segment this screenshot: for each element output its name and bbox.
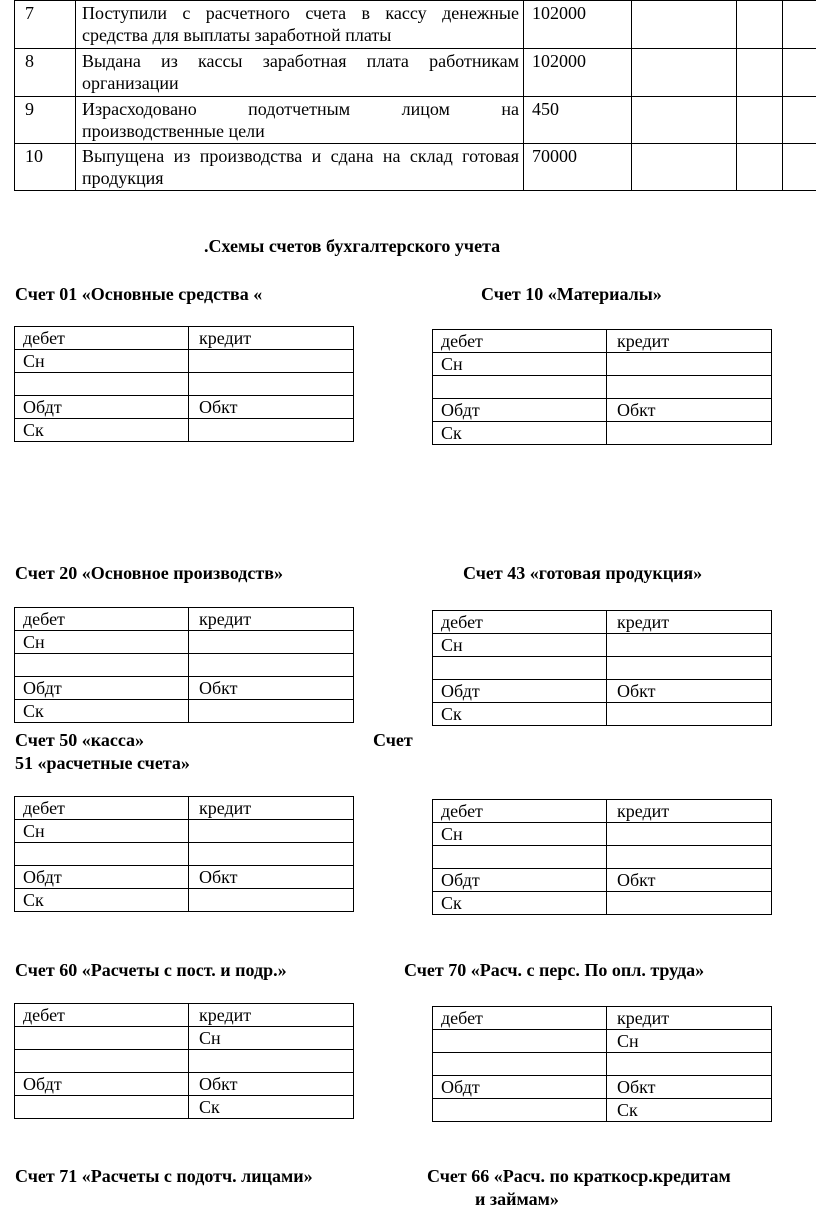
account-70-heading: Счет 70 «Расч. с перс. По опл. труда» [404,960,705,980]
empty-cell [737,1,783,49]
t-account-row [15,700,353,723]
section-title: .Схемы счетов бухгалтерского учета [204,236,501,256]
closing-balance-label: Ск [606,1099,771,1121]
credit-label: кредит [188,327,353,349]
table-row [15,1,816,49]
debit-label: дебет [23,1005,65,1025]
operation-amount: 102000 [524,49,632,97]
empty-cell [15,1050,188,1072]
t-account-row [15,350,353,373]
closing-balance-label: Ск [23,420,44,440]
t-account-row [433,657,771,680]
debit-label: дебет [23,609,65,629]
operation-description: Поступили с расчетного счета в кассу денежные средства для выплаты заработной платы [76,1,524,49]
operation-number: 7 [15,1,76,49]
empty-cell [606,846,771,868]
opening-balance-label: Сн [23,821,45,841]
t-account-70 [432,1006,772,1122]
debit-turnover-label: Обдт [23,1074,62,1094]
t-account-row [15,1096,353,1119]
credit-label: кредит [188,797,353,819]
empty-cell [188,700,353,722]
account-60-heading: Счет 60 «Расчеты с пост. и подр.» [15,960,287,980]
t-account-row [433,892,771,915]
t-account-row [15,1027,353,1050]
t-account-row [433,376,771,399]
empty-cell [188,889,353,911]
credit-label: кредит [606,611,771,633]
empty-cell [15,373,188,395]
t-account-row [15,631,353,654]
credit-turnover-label: Обкт [188,677,353,699]
t-account-row [433,353,771,376]
debit-turnover-label: Обдт [441,400,480,420]
operation-amount: 450 [524,97,632,144]
opening-balance-label: Сн [441,354,463,374]
account-51-heading-part1: Счет [373,730,413,750]
opening-balance-label: Сн [23,351,45,371]
t-account-row [433,1007,771,1030]
credit-turnover-label: Обкт [188,1073,353,1095]
empty-cell [188,631,353,653]
operation-description: Израсходовано подотчетным лицом на производственные цели [76,97,524,144]
table-row [15,144,816,191]
t-account-row [15,889,353,912]
debit-label: дебет [441,1008,483,1028]
t-account-row [15,608,353,631]
t-account-row [15,843,353,866]
debit-label: дебет [441,331,483,351]
credit-label: кредит [606,1007,771,1029]
credit-label: кредит [188,1004,353,1026]
t-account-row [433,422,771,445]
t-account-43 [432,610,772,726]
t-account-10 [432,329,772,445]
debit-label: дебет [23,328,65,348]
t-account-row [15,419,353,442]
opening-balance-label: Сн [188,1027,353,1049]
credit-turnover-label: Обкт [606,1076,771,1098]
t-account-row [433,800,771,823]
account-20-heading: Счет 20 «Основное производств» [15,563,283,583]
empty-cell [433,1099,606,1121]
empty-cell [188,419,353,441]
account-66-heading-line2: и займам» [475,1189,559,1209]
empty-cell [606,422,771,444]
t-account-row [15,677,353,700]
empty-cell [188,1050,353,1072]
empty-cell [433,376,606,398]
empty-cell [632,49,737,97]
empty-cell [433,1053,606,1075]
empty-cell [188,350,353,372]
t-account-row [433,611,771,634]
debit-turnover-label: Обдт [441,1077,480,1097]
credit-turnover-label: Обкт [188,396,353,418]
empty-cell [606,703,771,725]
closing-balance-label: Ск [23,701,44,721]
empty-cell [188,843,353,865]
t-account-row [433,869,771,892]
t-account-row [433,1099,771,1122]
empty-cell [606,892,771,914]
credit-label: кредит [188,608,353,630]
t-account-row [15,820,353,843]
opening-balance-label: Сн [23,632,45,652]
empty-cell [606,353,771,375]
debit-turnover-label: Обдт [23,678,62,698]
empty-cell [15,843,188,865]
closing-balance-label: Ск [23,890,44,910]
debit-turnover-label: Обдт [441,681,480,701]
account-51-heading-part2: 51 «расчетные счета» [15,753,190,773]
closing-balance-label: Ск [441,893,462,913]
debit-turnover-label: Обдт [23,397,62,417]
operation-number: 9 [15,97,76,144]
empty-cell [433,657,606,679]
t-account-row [433,399,771,422]
empty-cell [737,144,783,191]
credit-turnover-label: Обкт [188,866,353,888]
t-account-row [15,866,353,889]
closing-balance-label: Ск [441,704,462,724]
opening-balance-label: Сн [441,824,463,844]
empty-cell [15,1027,188,1049]
operations-table [14,0,816,191]
t-account-row [433,1053,771,1076]
empty-cell [188,654,353,676]
t-account-row [433,1030,771,1053]
debit-turnover-label: Обдт [441,870,480,890]
t-account-01 [14,326,354,442]
empty-cell [15,654,188,676]
t-account-50 [14,796,354,912]
t-account-60 [14,1003,354,1119]
closing-balance-label: Ск [441,423,462,443]
empty-cell [783,49,816,97]
empty-cell [188,373,353,395]
operation-amount: 70000 [524,144,632,191]
empty-cell [737,49,783,97]
t-account-row [433,634,771,657]
empty-cell [606,823,771,845]
t-account-row [433,330,771,353]
t-account-row [15,327,353,350]
credit-turnover-label: Обкт [606,399,771,421]
table-row [15,97,816,144]
credit-label: кредит [606,330,771,352]
operation-description: Выдана из кассы заработная плата работникам организации [76,49,524,97]
empty-cell [433,1030,606,1052]
account-50-heading: Счет 50 «касса» [15,730,145,750]
t-account-row [433,846,771,869]
opening-balance-label: Сн [441,635,463,655]
operation-description: Выпущена из производства и сдана на склад готовая продукция [76,144,524,191]
operation-number: 8 [15,49,76,97]
table-row [15,49,816,97]
empty-cell [737,97,783,144]
account-66-heading-line1: Счет 66 «Расч. по краткоср.кредитам [427,1166,731,1186]
credit-turnover-label: Обкт [606,680,771,702]
debit-label: дебет [441,612,483,632]
account-43-heading: Счет 43 «готовая продукция» [463,563,703,583]
empty-cell [606,634,771,656]
empty-cell [783,97,816,144]
operation-number: 10 [15,144,76,191]
debit-turnover-label: Обдт [23,867,62,887]
t-account-row [433,1076,771,1099]
t-account-row [433,823,771,846]
account-10-heading: Счет 10 «Материалы» [481,284,662,304]
empty-cell [783,1,816,49]
empty-cell [783,144,816,191]
t-account-row [433,703,771,726]
t-account-row [15,1050,353,1073]
empty-cell [606,1053,771,1075]
debit-label: дебет [441,801,483,821]
credit-turnover-label: Обкт [606,869,771,891]
empty-cell [606,657,771,679]
credit-label: кредит [606,800,771,822]
empty-cell [188,820,353,842]
empty-cell [606,376,771,398]
empty-cell [15,1096,188,1118]
closing-balance-label: Ск [188,1096,353,1118]
t-account-20 [14,607,354,723]
empty-cell [632,144,737,191]
t-account-row [15,373,353,396]
empty-cell [632,97,737,144]
empty-cell [433,846,606,868]
account-01-heading: Счет 01 «Основные средства « [15,284,263,304]
debit-label: дебет [23,798,65,818]
empty-cell [632,1,737,49]
t-account-row [15,396,353,419]
t-account-row [15,654,353,677]
t-account-row [15,797,353,820]
t-account-51 [432,799,772,915]
opening-balance-label: Сн [606,1030,771,1052]
account-71-heading: Счет 71 «Расчеты с подотч. лицами» [15,1166,313,1186]
t-account-row [15,1004,353,1027]
t-account-row [15,1073,353,1096]
operation-amount: 102000 [524,1,632,49]
t-account-row [433,680,771,703]
